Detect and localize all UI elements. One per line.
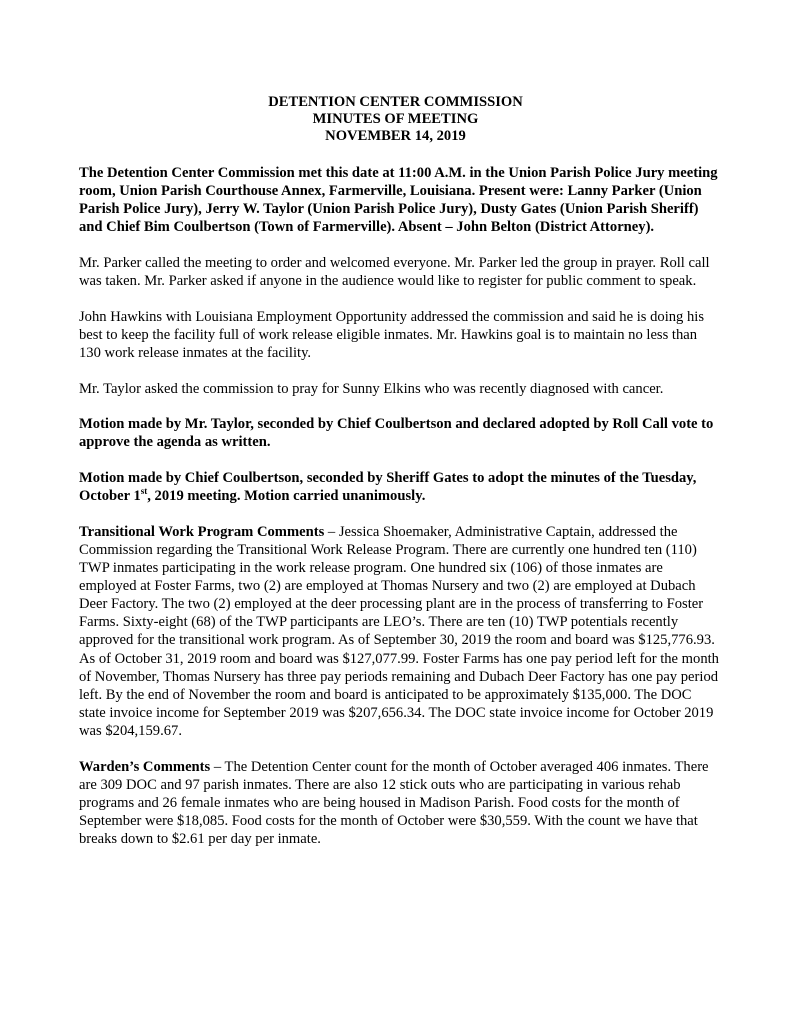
header-date: NOVEMBER 14, 2019 [325,128,466,144]
header-title: DETENTION CENTER COMMISSION [268,94,523,110]
hawkins-paragraph: John Hawkins with Louisiana Employment Opportunity addressed the commission and said he is doing his best to keep the facility full of work release eligible inmates. Mr. Hawkins goal is to maintain no less than 130 work release inmates at the facility. [79,308,705,361]
warden-comments-text: – The Detention Center count for the month of October averaged 406 inmates. There are 309 DOC and 97 parish inmates. There are also 12 stick outs who are participating in various rehab programs and 26 female inmates who are being housed in Madison Parish. Food costs for the month of September were $18,085. Food costs for the month of October were $30,559. With the count we have that breaks down to $2.61 per day per inmate. [79,758,709,847]
motion-minutes-text: Motion made by Chief Coulbertson, seconded by Sheriff Gates to adopt the minutes of the Tuesday, October 1 [79,470,697,505]
warden-comments-heading: Warden’s Comments [79,758,211,775]
motion-minutes-paragraph [79,469,719,505]
document-body [79,164,719,866]
motion-agenda-paragraph: Motion made by Mr. Taylor, seconded by Chief Coulbertson and declared adopted by Roll Call vote to approve the agenda as written. [79,416,714,451]
prayer-paragraph: Mr. Taylor asked the commission to pray for Sunny Elkins who was recently diagnosed with cancer. [79,380,664,397]
opening-paragraph: The Detention Center Commission met this date at 11:00 A.M. in the Union Parish Police Jury meeting room, Union Parish Courthouse Annex, Farmerville, Louisiana. Present were: Lanny Parker (Union Parish Police Jury), Jerry W. Taylor (Union Parish Police Jury), Dusty Gates (Union Parish Sheriff) and Chief Bim Coulbertson (Town of Farmerville). Absent – John Belton (District Attorney). [79,165,718,236]
header-subtitle: MINUTES OF MEETING [312,111,479,127]
motion-minutes-text-end: , 2019 meeting. Motion carried unanimously. [147,488,426,505]
document-header [0,94,791,145]
twp-comments-heading: Transitional Work Program Comments [79,523,325,540]
warden-comments-paragraph [79,758,719,848]
motion-minutes-ordinal: st [140,486,148,497]
twp-comments-text: – Jessica Shoemaker, Administrative Captain, addressed the Commission regarding the Transitional Work Release Program. There are currently one hundred ten (110) TWP inmates participating in the work release program. One hundred six (106) of those inmates are employed at Foster Farms, two (2) are employed at Thomas Nursery and two (2) are employed at Dubach Deer Factory. The two (2) employed at the deer processing plant are in the process of transferring to Foster Farms. Sixty-eight (68) of the TWP participants are LEO’s. There are ten (10) TWP potentials recently approved for the transitional work program. As of September 30, 2019 the room and board was $125,776.93. As of October 31, 2019 room and board was $127,077.99. Foster Farms has one pay period left for the month of November, Thomas Nursery has three pay periods remaining and Dubach Deer Factory has one pay period left. By the end of November the room and board is anticipated to be approximately $135,000. The DOC state invoice income for September 2019 was $207,656.34. The DOC state invoice income for October 2019 was $204,159.67. [79,523,719,739]
call-to-order-paragraph: Mr. Parker called the meeting to order and welcomed everyone. Mr. Parker led the group in prayer. Roll call was taken. Mr. Parker asked if anyone in the audience would like to register for public comment to speak. [79,254,710,290]
twp-comments-paragraph [79,523,719,740]
